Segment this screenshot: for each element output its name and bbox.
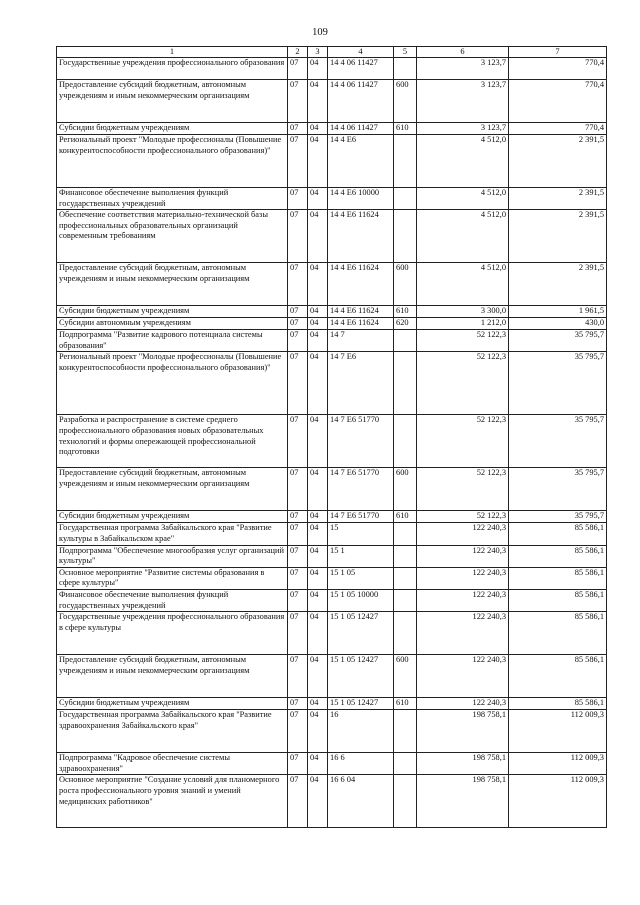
amount-executed: 85 586,1	[509, 655, 607, 698]
target-article-code: 16 6 04	[328, 775, 394, 828]
row-name: Предоставление субсидий бюджетным, автономным учреждениям и иным некоммерческим организациям	[57, 263, 288, 306]
section-code: 07	[288, 710, 308, 753]
row-name: Подпрограмма "Кадровое обеспечение системы здравоохранения"	[57, 753, 288, 775]
section-code: 07	[288, 511, 308, 523]
subsection-code: 04	[308, 589, 328, 611]
target-article-code: 14 4 06 11427	[328, 80, 394, 123]
section-code: 07	[288, 188, 308, 210]
row-name: Субсидии бюджетным учреждениям	[57, 123, 288, 135]
table-row	[57, 775, 607, 828]
amount-executed: 2 391,5	[509, 263, 607, 306]
expense-type-code	[394, 135, 417, 188]
amount-plan: 52 122,3	[417, 415, 509, 468]
subsection-code: 04	[308, 318, 328, 330]
amount-plan: 122 240,3	[417, 655, 509, 698]
table-row	[57, 135, 607, 188]
expense-type-code: 610	[394, 698, 417, 710]
amount-executed: 112 009,3	[509, 753, 607, 775]
table-row	[57, 330, 607, 352]
section-code: 07	[288, 123, 308, 135]
row-name: Основное мероприятие "Развитие системы образования в сфере культуры"	[57, 567, 288, 589]
section-code: 07	[288, 80, 308, 123]
amount-plan: 4 512,0	[417, 188, 509, 210]
target-article-code: 14 7 E6	[328, 352, 394, 415]
subsection-code: 04	[308, 567, 328, 589]
target-article-code: 14 4 E6 11624	[328, 210, 394, 263]
target-article-code: 14 4 E6 11624	[328, 263, 394, 306]
expense-type-code	[394, 612, 417, 655]
subsection-code: 04	[308, 330, 328, 352]
amount-plan: 198 758,1	[417, 753, 509, 775]
column-header: 4	[328, 47, 394, 58]
subsection-code: 04	[308, 263, 328, 306]
budget-table	[56, 46, 607, 828]
row-name: Субсидии бюджетным учреждениям	[57, 698, 288, 710]
expense-type-code	[394, 567, 417, 589]
target-article-code: 15 1	[328, 545, 394, 567]
expense-type-code: 610	[394, 511, 417, 523]
amount-plan: 122 240,3	[417, 567, 509, 589]
expense-type-code	[394, 330, 417, 352]
amount-executed: 2 391,5	[509, 210, 607, 263]
target-article-code: 15	[328, 523, 394, 545]
amount-plan: 1 212,0	[417, 318, 509, 330]
target-article-code: 15 1 05	[328, 567, 394, 589]
target-article-code: 14 4 E6 11624	[328, 306, 394, 318]
table-row	[57, 318, 607, 330]
row-name: Государственная программа Забайкальского края "Развитие здравоохранения Забайкальского края"	[57, 710, 288, 753]
table-row	[57, 753, 607, 775]
section-code: 07	[288, 545, 308, 567]
column-header: 2	[288, 47, 308, 58]
row-name: Обеспечение соответствия материально-технической базы профессиональных образовательных организаций современным требованиям	[57, 210, 288, 263]
column-header: 5	[394, 47, 417, 58]
subsection-code: 04	[308, 306, 328, 318]
subsection-code: 04	[308, 468, 328, 511]
table-row	[57, 306, 607, 318]
row-name: Предоставление субсидий бюджетным, автономным учреждениям и иным некоммерческим организациям	[57, 80, 288, 123]
row-name: Государственные учреждения профессионального образования в сфере культуры	[57, 612, 288, 655]
column-header: 3	[308, 47, 328, 58]
amount-plan: 122 240,3	[417, 523, 509, 545]
row-name: Региональный проект "Молодые профессионалы (Повышение конкурентоспособности профессионального образования)"	[57, 135, 288, 188]
amount-executed: 770,4	[509, 80, 607, 123]
amount-executed: 35 795,7	[509, 511, 607, 523]
row-name: Подпрограмма "Развитие кадрового потенциала системы образования"	[57, 330, 288, 352]
expense-type-code	[394, 523, 417, 545]
target-article-code: 15 1 05 12427	[328, 698, 394, 710]
expense-type-code: 600	[394, 80, 417, 123]
subsection-code: 04	[308, 753, 328, 775]
expense-type-code	[394, 589, 417, 611]
row-name: Финансовое обеспечение выполнения функций государственных учреждений	[57, 188, 288, 210]
amount-plan: 4 512,0	[417, 210, 509, 263]
section-code: 07	[288, 567, 308, 589]
section-code: 07	[288, 352, 308, 415]
row-name: Подпрограмма "Обеспечение многообразия услуг организаций культуры"	[57, 545, 288, 567]
amount-plan: 52 122,3	[417, 330, 509, 352]
target-article-code: 15 1 05 12427	[328, 612, 394, 655]
table-row	[57, 263, 607, 306]
amount-plan: 52 122,3	[417, 511, 509, 523]
target-article-code: 14 7	[328, 330, 394, 352]
section-code: 07	[288, 775, 308, 828]
amount-executed: 35 795,7	[509, 468, 607, 511]
table-row	[57, 468, 607, 511]
table-row	[57, 545, 607, 567]
amount-plan: 52 122,3	[417, 352, 509, 415]
amount-executed: 35 795,7	[509, 330, 607, 352]
expense-type-code	[394, 545, 417, 567]
expense-type-code: 600	[394, 468, 417, 511]
subsection-code: 04	[308, 210, 328, 263]
expense-type-code	[394, 58, 417, 80]
amount-plan: 4 512,0	[417, 263, 509, 306]
section-code: 07	[288, 589, 308, 611]
amount-executed: 85 586,1	[509, 545, 607, 567]
target-article-code: 14 7 E6 51770	[328, 511, 394, 523]
expense-type-code	[394, 753, 417, 775]
section-code: 07	[288, 753, 308, 775]
section-code: 07	[288, 263, 308, 306]
table-row	[57, 710, 607, 753]
amount-plan: 4 512,0	[417, 135, 509, 188]
target-article-code: 14 7 E6 51770	[328, 415, 394, 468]
table-row	[57, 210, 607, 263]
table-row	[57, 415, 607, 468]
subsection-code: 04	[308, 511, 328, 523]
table-row	[57, 352, 607, 415]
subsection-code: 04	[308, 698, 328, 710]
table-body	[57, 58, 607, 828]
amount-plan: 122 240,3	[417, 545, 509, 567]
section-code: 07	[288, 415, 308, 468]
amount-executed: 85 586,1	[509, 589, 607, 611]
section-code: 07	[288, 210, 308, 263]
amount-executed: 35 795,7	[509, 415, 607, 468]
page-number: 109	[312, 27, 328, 38]
amount-executed: 2 391,5	[509, 135, 607, 188]
target-article-code: 16 6	[328, 753, 394, 775]
expense-type-code	[394, 352, 417, 415]
section-code: 07	[288, 58, 308, 80]
row-name: Государственные учреждения профессионального образования	[57, 58, 288, 80]
amount-plan: 3 123,7	[417, 123, 509, 135]
expense-type-code	[394, 415, 417, 468]
target-article-code: 14 4 E6	[328, 135, 394, 188]
amount-executed: 85 586,1	[509, 612, 607, 655]
target-article-code: 14 4 06 11427	[328, 123, 394, 135]
table-row	[57, 698, 607, 710]
expense-type-code: 600	[394, 263, 417, 306]
amount-executed: 770,4	[509, 58, 607, 80]
table-header-row	[57, 47, 607, 58]
amount-plan: 122 240,3	[417, 612, 509, 655]
row-name: Финансовое обеспечение выполнения функций государственных учреждений	[57, 589, 288, 611]
column-header: 1	[57, 47, 288, 58]
subsection-code: 04	[308, 80, 328, 123]
table-row	[57, 511, 607, 523]
amount-executed: 85 586,1	[509, 698, 607, 710]
amount-executed: 85 586,1	[509, 523, 607, 545]
target-article-code: 14 4 06 11427	[328, 58, 394, 80]
section-code: 07	[288, 318, 308, 330]
amount-executed: 2 391,5	[509, 188, 607, 210]
table-row	[57, 612, 607, 655]
column-header: 7	[509, 47, 607, 58]
target-article-code: 15 1 05 12427	[328, 655, 394, 698]
target-article-code: 14 7 E6 51770	[328, 468, 394, 511]
target-article-code: 16	[328, 710, 394, 753]
expense-type-code: 610	[394, 306, 417, 318]
target-article-code: 14 4 E6 11624	[328, 318, 394, 330]
amount-executed: 85 586,1	[509, 567, 607, 589]
subsection-code: 04	[308, 545, 328, 567]
section-code: 07	[288, 612, 308, 655]
amount-plan: 3 300,0	[417, 306, 509, 318]
row-name: Государственная программа Забайкальского края "Развитие культуры в Забайкальском крае"	[57, 523, 288, 545]
table-row	[57, 58, 607, 80]
amount-plan: 3 123,7	[417, 58, 509, 80]
amount-plan: 52 122,3	[417, 468, 509, 511]
row-name: Региональный проект "Молодые профессионалы (Повышение конкурентоспособности профессионального образования)"	[57, 352, 288, 415]
row-name: Субсидии бюджетным учреждениям	[57, 306, 288, 318]
table-row	[57, 655, 607, 698]
amount-executed: 112 009,3	[509, 710, 607, 753]
amount-executed: 430,0	[509, 318, 607, 330]
subsection-code: 04	[308, 710, 328, 753]
target-article-code: 14 4 E6 10000	[328, 188, 394, 210]
table-row	[57, 523, 607, 545]
section-code: 07	[288, 468, 308, 511]
section-code: 07	[288, 330, 308, 352]
row-name: Субсидии автономным учреждениям	[57, 318, 288, 330]
amount-executed: 1 961,5	[509, 306, 607, 318]
amount-executed: 35 795,7	[509, 352, 607, 415]
amount-executed: 770,4	[509, 123, 607, 135]
subsection-code: 04	[308, 775, 328, 828]
section-code: 07	[288, 135, 308, 188]
section-code: 07	[288, 306, 308, 318]
subsection-code: 04	[308, 58, 328, 80]
expense-type-code: 610	[394, 123, 417, 135]
row-name: Предоставление субсидий бюджетным, автономным учреждениям и иным некоммерческим организациям	[57, 468, 288, 511]
subsection-code: 04	[308, 352, 328, 415]
section-code: 07	[288, 523, 308, 545]
section-code: 07	[288, 655, 308, 698]
amount-plan: 198 758,1	[417, 710, 509, 753]
target-article-code: 15 1 05 10000	[328, 589, 394, 611]
table-row	[57, 80, 607, 123]
subsection-code: 04	[308, 188, 328, 210]
expense-type-code: 600	[394, 655, 417, 698]
amount-plan: 198 758,1	[417, 775, 509, 828]
table-row	[57, 123, 607, 135]
subsection-code: 04	[308, 135, 328, 188]
row-name: Субсидии бюджетным учреждениям	[57, 511, 288, 523]
expense-type-code	[394, 188, 417, 210]
expense-type-code	[394, 210, 417, 263]
amount-plan: 122 240,3	[417, 589, 509, 611]
expense-type-code	[394, 775, 417, 828]
column-header: 6	[417, 47, 509, 58]
amount-plan: 122 240,3	[417, 698, 509, 710]
amount-executed: 112 009,3	[509, 775, 607, 828]
expense-type-code: 620	[394, 318, 417, 330]
subsection-code: 04	[308, 655, 328, 698]
subsection-code: 04	[308, 123, 328, 135]
subsection-code: 04	[308, 523, 328, 545]
table-row	[57, 589, 607, 611]
subsection-code: 04	[308, 612, 328, 655]
subsection-code: 04	[308, 415, 328, 468]
amount-plan: 3 123,7	[417, 80, 509, 123]
table-row	[57, 567, 607, 589]
section-code: 07	[288, 698, 308, 710]
row-name: Предоставление субсидий бюджетным, автономным учреждениям и иным некоммерческим организациям	[57, 655, 288, 698]
row-name: Разработка и распространение в системе среднего профессионального образования новых образовательных технологий и формы опережающей профессиональной подготовки	[57, 415, 288, 468]
row-name: Основное мероприятие "Создание условий для планомерного роста профессионального уровня знаний и умений медицинских работников"	[57, 775, 288, 828]
table-row	[57, 188, 607, 210]
expense-type-code	[394, 710, 417, 753]
